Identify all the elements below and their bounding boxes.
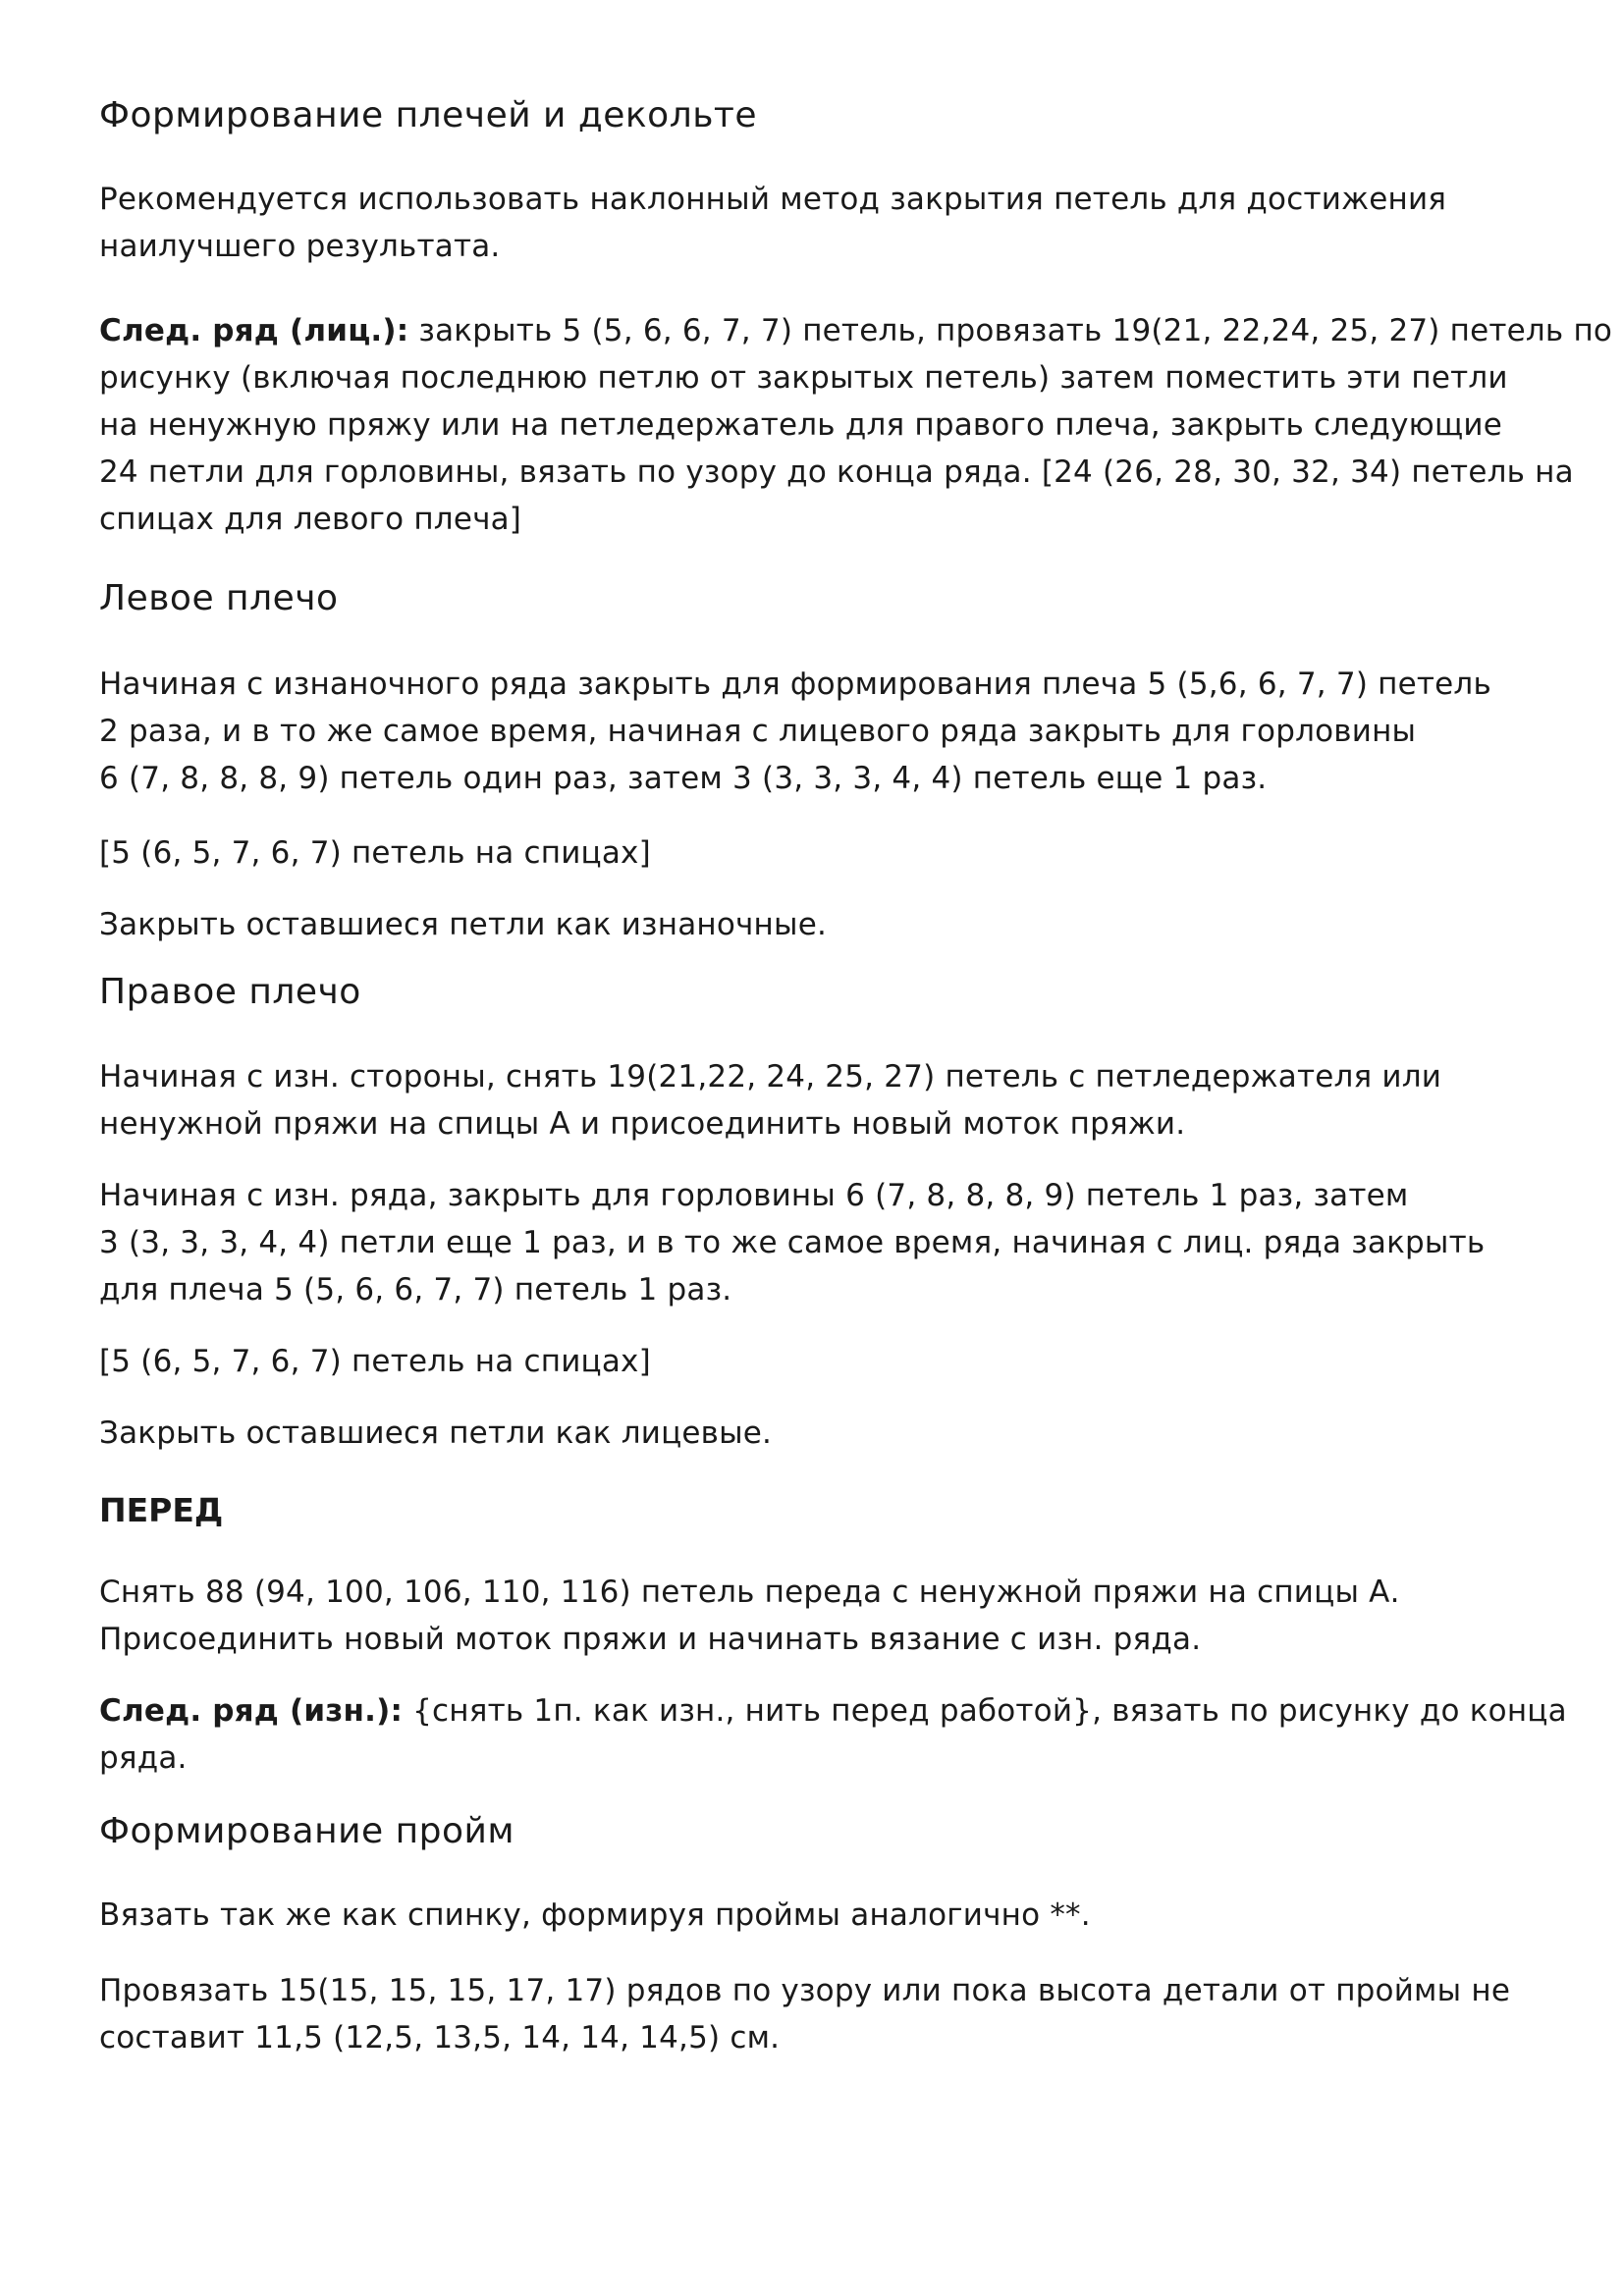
left-shoulder-paragraph — [99, 661, 1533, 802]
text-line: спицах для левого плеча] — [99, 501, 522, 537]
text-line: Присоединить новый моток пряжи и начинать вязание с изн. ряда. — [99, 1622, 1202, 1658]
text-line: рисунку (включая последнюю петлю от закрытых петель) затем поместить эти петли — [99, 359, 1508, 396]
armholes-rows-paragraph — [99, 1967, 1533, 2061]
text-line: ряда. — [99, 1740, 188, 1777]
armholes-paragraph: Вязать так же как спинку, формируя проймы аналогично **. — [99, 1897, 1091, 1934]
right-shoulder-bindoff: Закрыть оставшиеся петли как лицевые. — [99, 1415, 773, 1452]
right-shoulder-paragraph-2 — [99, 1172, 1533, 1313]
shoulders-heading: Формирование плечей и декольте — [99, 95, 758, 135]
next-row-ws-text: {снять 1п. как изн., нить перед работой}, вязать по рисунку до конца — [403, 1693, 1567, 1730]
shoulders-intro-paragraph — [99, 176, 1533, 270]
text-line: 2 раза, и в то же самое время, начиная с лицевого ряда закрыть для горловины — [99, 713, 1417, 749]
left-shoulder-count: [5 (6, 5, 7, 6, 7) петель на спицах] — [99, 834, 651, 871]
text-line: Рекомендуется использовать наклонный метод закрытия петель для достижения — [99, 181, 1447, 217]
front-paragraph — [99, 1569, 1533, 1663]
left-shoulder-heading: Левое плечо — [99, 577, 339, 618]
left-shoulder-bindoff: Закрыть оставшиеся петли как изнаночные. — [99, 906, 828, 942]
text-line: составит 11,5 (12,5, 13,5, 14, 14, 14,5) см. — [99, 2020, 781, 2056]
text-line: 24 петли для горловины, вязать по узору до конца ряда. [24 (26, 28, 30, 32, 34) петель на — [99, 454, 1574, 490]
next-row-rs-label: След. ряд (лиц.): — [99, 312, 409, 348]
right-shoulder-count: [5 (6, 5, 7, 6, 7) петель на спицах] — [99, 1344, 651, 1380]
text-line: наилучшего результата. — [99, 228, 501, 264]
text-line: 6 (7, 8, 8, 8, 9) петель один раз, затем 3 (3, 3, 3, 4, 4) петель еще 1 раз. — [99, 760, 1268, 796]
next-row-rs-paragraph — [99, 307, 1613, 543]
text-line: Начиная с изнаночного ряда закрыть для формирования плеча 5 (5,6, 6, 7, 7) петель — [99, 666, 1491, 702]
text-line: ненужной пряжи на спицы А и присоединить новый моток пряжи. — [99, 1106, 1186, 1143]
text-line: Начиная с изн. ряда, закрыть для горловины 6 (7, 8, 8, 8, 9) петель 1 раз, затем — [99, 1178, 1409, 1214]
document-page — [99, 93, 1613, 2061]
text-line — [99, 1687, 1567, 1735]
front-heading: ПЕРЕД — [99, 1491, 224, 1530]
text-line: 3 (3, 3, 3, 4, 4) петли еще 1 раз, и в то же самое время, начиная с лиц. ряда закрыть — [99, 1225, 1486, 1261]
text-line: Начиная с изн. стороны, снять 19(21,22, 24, 25, 27) петель с петледержателя или — [99, 1059, 1442, 1095]
text-line: Провязать 15(15, 15, 15, 17, 17) рядов по узору или пока высота детали от проймы не — [99, 1973, 1511, 2009]
next-row-ws-paragraph — [99, 1687, 1567, 1782]
right-shoulder-paragraph-1 — [99, 1053, 1533, 1148]
text-line: Снять 88 (94, 100, 106, 110, 116) петель переда с ненужной пряжи на спицы А. — [99, 1575, 1400, 1611]
next-row-ws-label: След. ряд (изн.): — [99, 1693, 404, 1730]
next-row-rs-text: закрыть 5 (5, 6, 6, 7, 7) петель, провязать 19(21, 22,24, 25, 27) петель по — [408, 312, 1613, 348]
text-line — [99, 307, 1613, 354]
armholes-heading: Формирование пройм — [99, 1811, 515, 1852]
right-shoulder-heading: Правое плечо — [99, 971, 361, 1012]
text-line: на ненужную пряжу или на петледержатель для правого плеча, закрыть следующие — [99, 406, 1502, 443]
text-line: для плеча 5 (5, 6, 6, 7, 7) петель 1 раз. — [99, 1272, 732, 1308]
